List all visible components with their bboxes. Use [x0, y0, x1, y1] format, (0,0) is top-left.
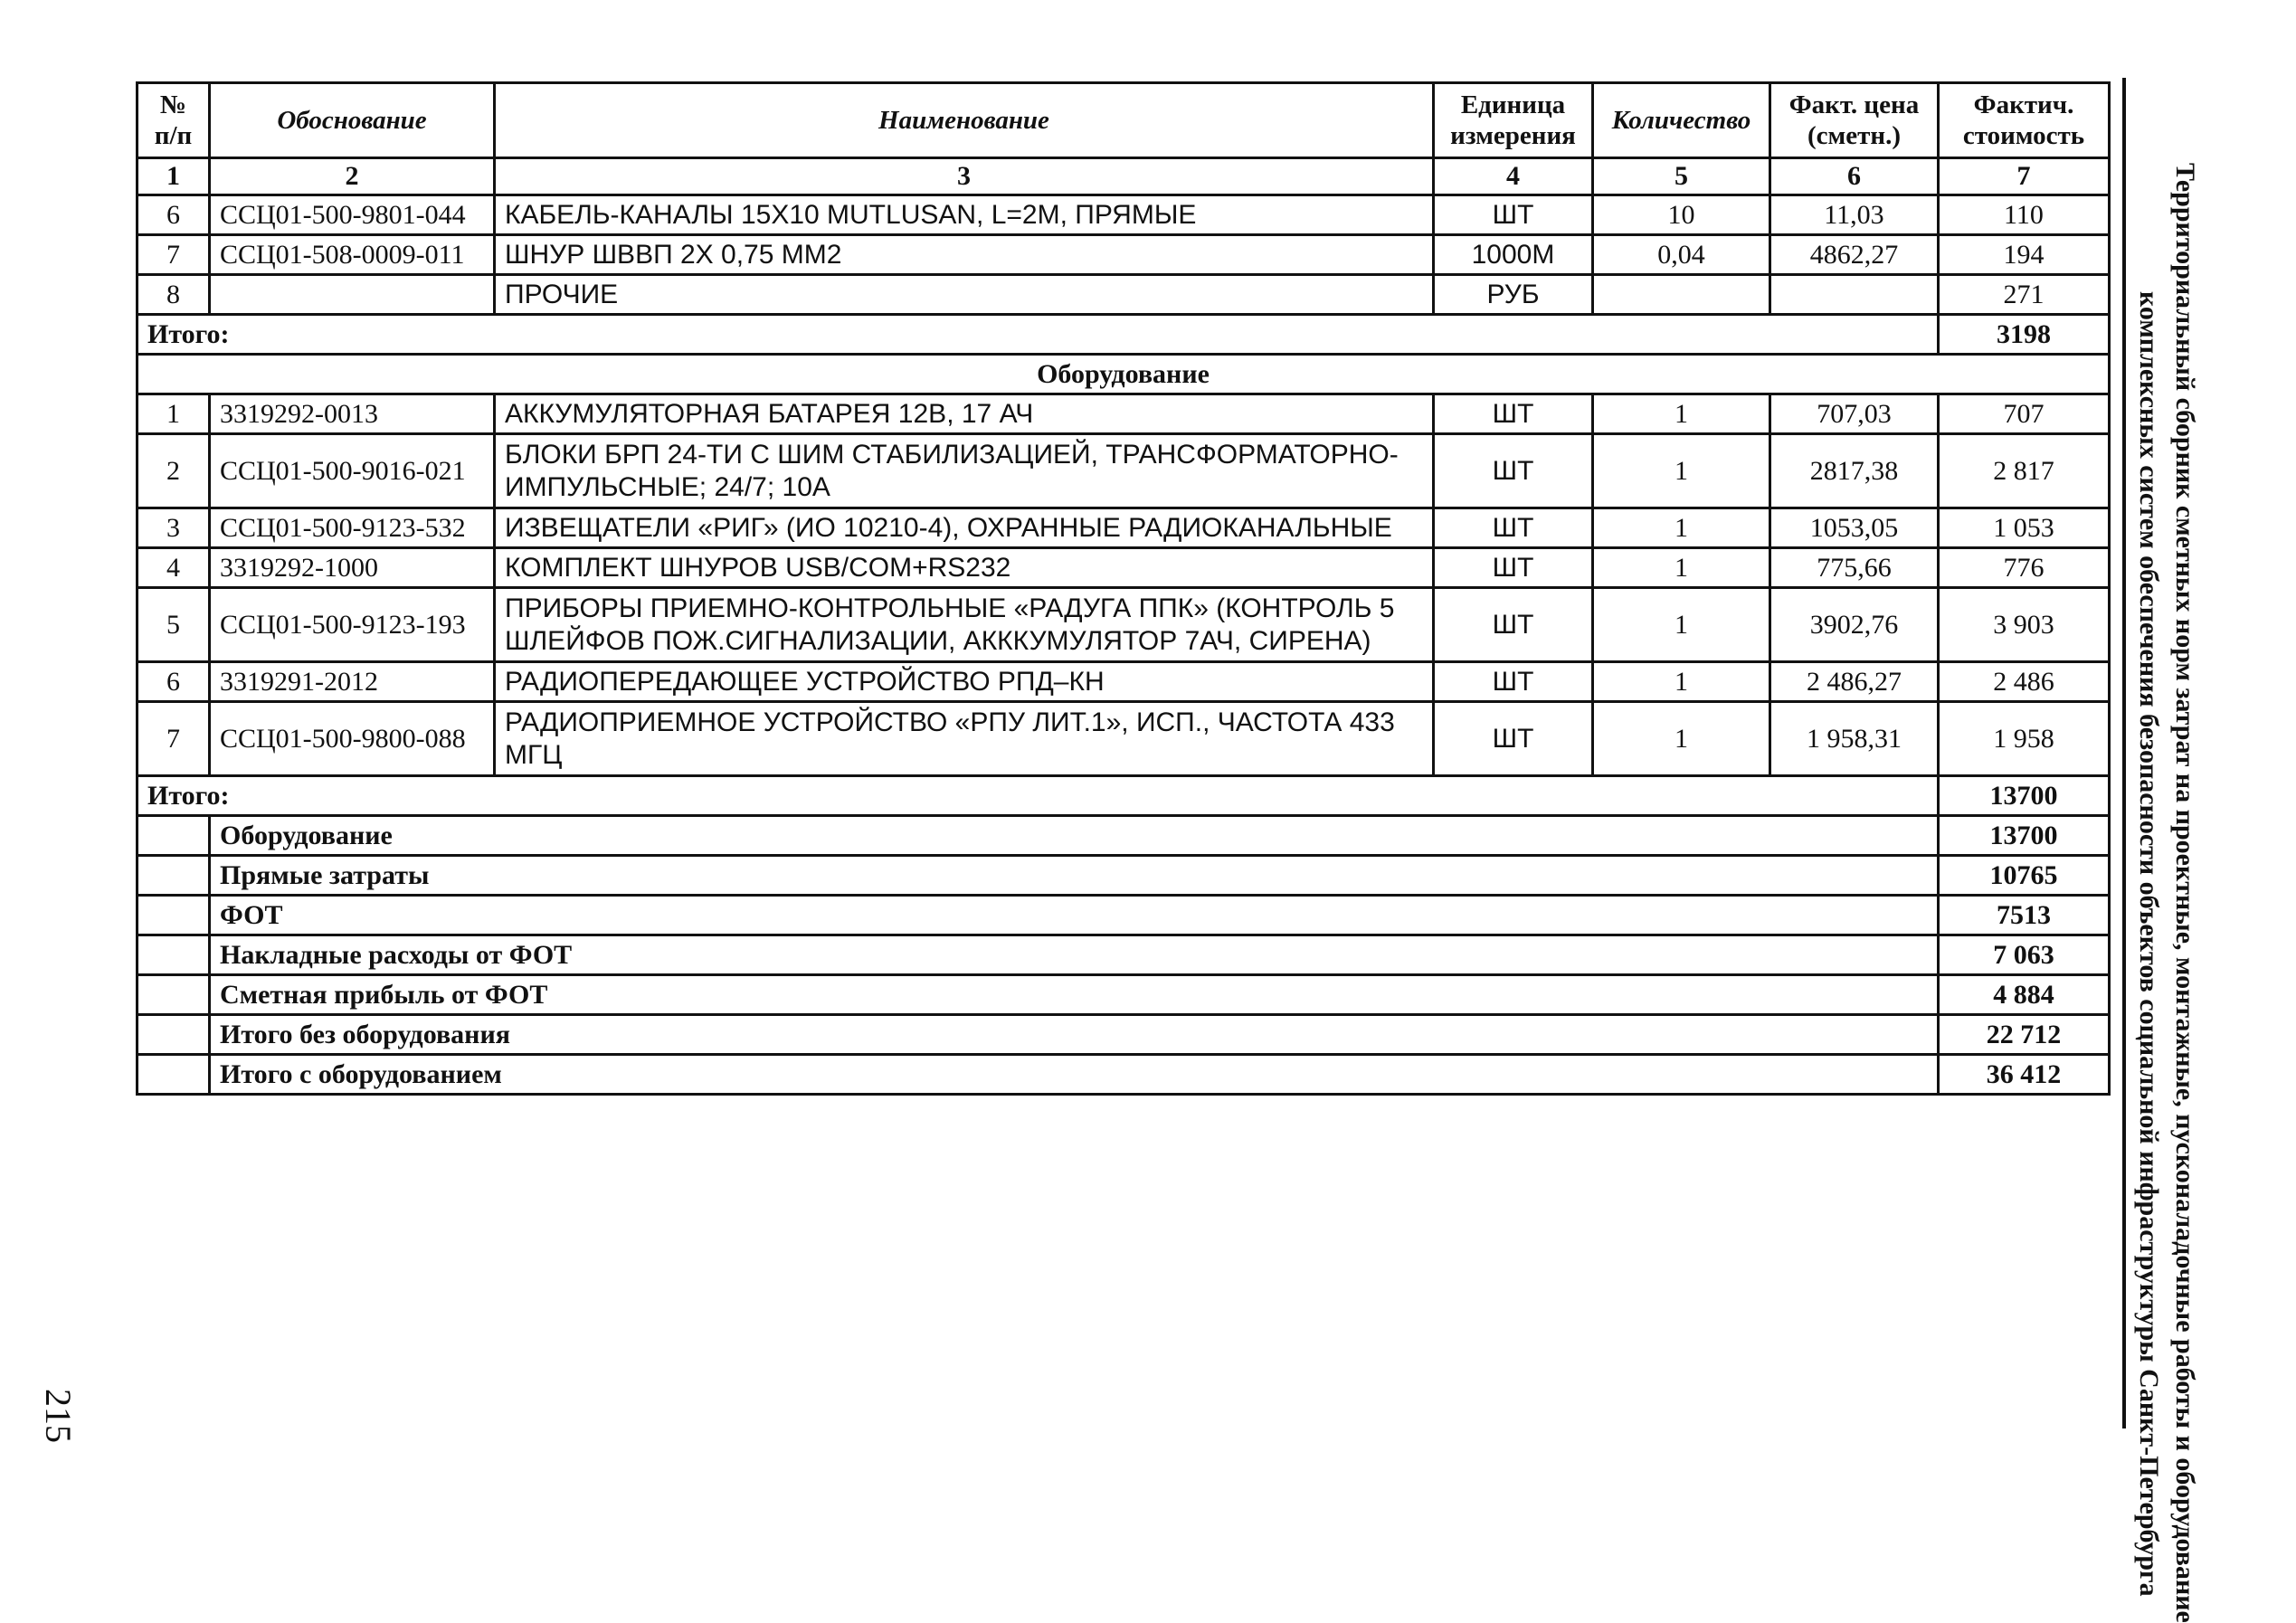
row-cost: 1 053	[1939, 508, 2110, 548]
summary-row	[138, 935, 2110, 975]
row-cost: 3 903	[1939, 588, 2110, 662]
table-row	[138, 235, 2110, 275]
summary-blank-cell	[138, 1055, 210, 1095]
summary-value: 4 884	[1939, 975, 2110, 1015]
page-number: 215	[38, 1389, 79, 1443]
row-basis: 3319292-1000	[210, 548, 495, 588]
header-unit: Единица измерения	[1434, 83, 1593, 158]
row-unit: ШТ	[1434, 195, 1593, 235]
row-qty: 1	[1593, 508, 1770, 548]
row-qty: 1	[1593, 548, 1770, 588]
summary-blank-cell	[138, 816, 210, 856]
equipment-section-title: Оборудование	[138, 355, 2110, 394]
row-name: РАДИОПЕРЕДАЮЩЕЕ УСТРОЙСТВО РПД–КН	[495, 662, 1434, 702]
equipment-total-row	[138, 776, 2110, 816]
side-title-line2: комплексных систем обеспечения безопасности объектов социальной инфраструктуры Санкт-Петербурга	[2134, 291, 2164, 1597]
row-unit: ШТ	[1434, 662, 1593, 702]
row-basis	[210, 275, 495, 315]
equipment-body	[138, 394, 2110, 776]
row-qty: 1	[1593, 434, 1770, 508]
summary-blank-cell	[138, 935, 210, 975]
row-no: 7	[138, 702, 210, 776]
header-row	[138, 83, 2110, 158]
column-number: 3	[495, 158, 1434, 195]
summary-row	[138, 1055, 2110, 1095]
summary-row	[138, 816, 2110, 856]
column-number: 4	[1434, 158, 1593, 195]
materials-total-row	[138, 315, 2110, 355]
column-number-row	[138, 158, 2110, 195]
row-price	[1770, 275, 1939, 315]
row-price: 775,66	[1770, 548, 1939, 588]
summary-row	[138, 896, 2110, 935]
summary-label: Итого с оборудованием	[210, 1055, 1939, 1095]
header-no: № п/п	[138, 83, 210, 158]
header-qty: Количество	[1593, 83, 1770, 158]
column-number: 7	[1939, 158, 2110, 195]
row-qty: 1	[1593, 394, 1770, 434]
column-number: 1	[138, 158, 210, 195]
row-price: 3902,76	[1770, 588, 1939, 662]
row-basis: 3319292-0013	[210, 394, 495, 434]
summary-label: ФОТ	[210, 896, 1939, 935]
row-name: РАДИОПРИЕМНОЕ УСТРОЙСТВО «РПУ ЛИТ.1», ИСП., ЧАСТОТА 433 МГЦ	[495, 702, 1434, 776]
row-cost: 1 958	[1939, 702, 2110, 776]
estimate-table	[136, 81, 2111, 1096]
header-cost: Фактич. стоимость	[1939, 83, 2110, 158]
row-name: БЛОКИ БРП 24-ТИ С ШИМ СТАБИЛИЗАЦИЕЙ, ТРАНСФОРМАТОРНО-ИМПУЛЬСНЫЕ; 24/7; 10А	[495, 434, 1434, 508]
row-no: 4	[138, 548, 210, 588]
row-price: 1 958,31	[1770, 702, 1939, 776]
row-basis: 3319291-2012	[210, 662, 495, 702]
table-row	[138, 394, 2110, 434]
row-name: ПРОЧИЕ	[495, 275, 1434, 315]
table-row	[138, 588, 2110, 662]
row-unit: 1000М	[1434, 235, 1593, 275]
table-row	[138, 434, 2110, 508]
row-name: АККУМУЛЯТОРНАЯ БАТАРЕЯ 12В, 17 АЧ	[495, 394, 1434, 434]
summary-blank-cell	[138, 896, 210, 935]
summary-row	[138, 975, 2110, 1015]
side-rule	[2122, 78, 2126, 1428]
row-basis: ССЦ01-500-9800-088	[210, 702, 495, 776]
header-name: Наименование	[495, 83, 1434, 158]
side-title-line1: Территориальный сборник сметных норм затрат на проектные, монтажные, пусконаладочные работы и оборудование	[2170, 163, 2200, 1623]
row-price: 1053,05	[1770, 508, 1939, 548]
table-row	[138, 662, 2110, 702]
row-unit: ШТ	[1434, 434, 1593, 508]
row-price: 2817,38	[1770, 434, 1939, 508]
summary-blank-cell	[138, 975, 210, 1015]
row-no: 6	[138, 662, 210, 702]
table-row	[138, 508, 2110, 548]
row-qty	[1593, 275, 1770, 315]
row-name: ПРИБОРЫ ПРИЕМНО-КОНТРОЛЬНЫЕ «РАДУГА ППК» (КОНТРОЛЬ 5 ШЛЕЙФОВ ПОЖ.СИГНАЛИЗАЦИИ, АКККУМУЛЯТОР 7АЧ, СИРЕНА)	[495, 588, 1434, 662]
header-basis: Обоснование	[210, 83, 495, 158]
row-price: 4862,27	[1770, 235, 1939, 275]
row-basis: ССЦ01-500-9123-193	[210, 588, 495, 662]
row-name: ИЗВЕЩАТЕЛИ «РИГ» (ИО 10210-4), ОХРАННЫЕ РАДИОКАНАЛЬНЫЕ	[495, 508, 1434, 548]
row-price: 707,03	[1770, 394, 1939, 434]
summary-label: Итого без оборудования	[210, 1015, 1939, 1055]
row-unit: ШТ	[1434, 588, 1593, 662]
equipment-total-label: Итого:	[138, 776, 1939, 816]
summary-value: 13700	[1939, 816, 2110, 856]
row-unit: РУБ	[1434, 275, 1593, 315]
row-cost: 2 486	[1939, 662, 2110, 702]
column-number: 5	[1593, 158, 1770, 195]
summary-value: 7513	[1939, 896, 2110, 935]
summary-row	[138, 856, 2110, 896]
summary-label: Оборудование	[210, 816, 1939, 856]
summary-row	[138, 1015, 2110, 1055]
row-basis: ССЦ01-500-9123-532	[210, 508, 495, 548]
table-row	[138, 275, 2110, 315]
summary-body	[138, 816, 2110, 1095]
row-qty: 10	[1593, 195, 1770, 235]
summary-value: 22 712	[1939, 1015, 2110, 1055]
row-unit: ШТ	[1434, 548, 1593, 588]
row-basis: ССЦ01-500-9801-044	[210, 195, 495, 235]
column-number: 2	[210, 158, 495, 195]
summary-value: 36 412	[1939, 1055, 2110, 1095]
materials-total-value: 3198	[1939, 315, 2110, 355]
column-number: 6	[1770, 158, 1939, 195]
summary-blank-cell	[138, 1015, 210, 1055]
row-basis: ССЦ01-500-9016-021	[210, 434, 495, 508]
row-no: 6	[138, 195, 210, 235]
row-name: КАБЕЛЬ-КАНАЛЫ 15Х10 MUTLUSAN, L=2М, ПРЯМЫЕ	[495, 195, 1434, 235]
table-row	[138, 548, 2110, 588]
row-qty: 1	[1593, 662, 1770, 702]
row-unit: ШТ	[1434, 508, 1593, 548]
table-row	[138, 195, 2110, 235]
summary-label: Прямые затраты	[210, 856, 1939, 896]
header-price: Факт. цена (сметн.)	[1770, 83, 1939, 158]
row-cost: 110	[1939, 195, 2110, 235]
row-no: 3	[138, 508, 210, 548]
row-no: 7	[138, 235, 210, 275]
row-basis: ССЦ01-508-0009-011	[210, 235, 495, 275]
table-row	[138, 702, 2110, 776]
equipment-section-row	[138, 355, 2110, 394]
row-qty: 1	[1593, 702, 1770, 776]
summary-value: 7 063	[1939, 935, 2110, 975]
row-cost: 271	[1939, 275, 2110, 315]
row-name: ШНУР ШВВП 2Х 0,75 ММ2	[495, 235, 1434, 275]
equipment-total-value: 13700	[1939, 776, 2110, 816]
row-qty: 0,04	[1593, 235, 1770, 275]
row-unit: ШТ	[1434, 702, 1593, 776]
summary-label: Сметная прибыль от ФОТ	[210, 975, 1939, 1015]
row-unit: ШТ	[1434, 394, 1593, 434]
row-qty: 1	[1593, 588, 1770, 662]
materials-total-label: Итого:	[138, 315, 1939, 355]
row-cost: 2 817	[1939, 434, 2110, 508]
row-cost: 707	[1939, 394, 2110, 434]
summary-label: Накладные расходы от ФОТ	[210, 935, 1939, 975]
row-price: 11,03	[1770, 195, 1939, 235]
row-no: 1	[138, 394, 210, 434]
row-name: КОМПЛЕКТ ШНУРОВ USB/COM+RS232	[495, 548, 1434, 588]
summary-value: 10765	[1939, 856, 2110, 896]
row-no: 5	[138, 588, 210, 662]
row-cost: 194	[1939, 235, 2110, 275]
summary-blank-cell	[138, 856, 210, 896]
row-no: 2	[138, 434, 210, 508]
row-no: 8	[138, 275, 210, 315]
row-price: 2 486,27	[1770, 662, 1939, 702]
row-cost: 776	[1939, 548, 2110, 588]
